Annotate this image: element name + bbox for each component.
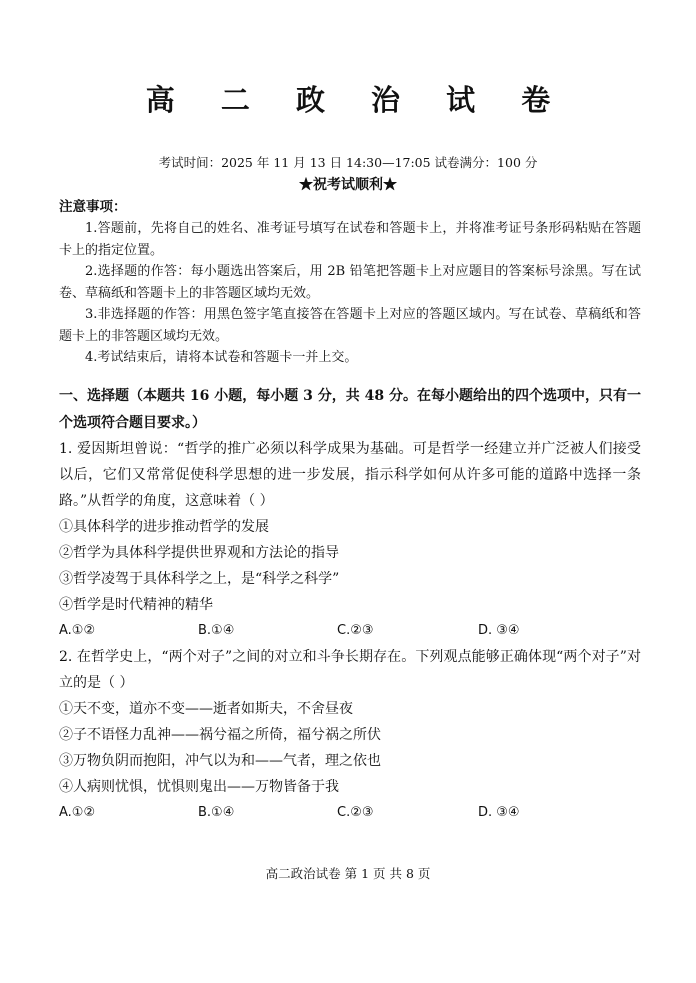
note-item: 3.非选择题的作答：用黑色签字笔直接答在答题卡上对应的答题区域内。写在试卷、草稿纸和答题卡上的非答题区域均无效。 xyxy=(59,307,641,344)
statement: ①具体科学的进步推动哲学的发展 xyxy=(59,519,269,535)
note-item: 1.答题前，先将自己的姓名、准考证号填写在试卷和答题卡上，并将准考证号条形码粘贴在答题卡上的指定位置。 xyxy=(59,221,641,258)
choice-b: B.①④ xyxy=(198,805,235,820)
choice-c: C.②③ xyxy=(337,805,374,820)
statement: ②哲学为具体科学提供世界观和方法论的指导 xyxy=(59,545,339,561)
choice-c: C.②③ xyxy=(337,623,374,638)
choice-b: B.①④ xyxy=(198,623,235,638)
exam-meta: 考试时间：2025 年 11 月 13 日 14:30—17:05 试卷满分：100 分 xyxy=(158,155,538,170)
note-item: 2.选择题的作答：每小题选出答案后，用 2B 铅笔把答题卡上对应题目的答案标号涂黑。写在试卷、草稿纸和答题卡上的非答题区域均无效。 xyxy=(59,264,641,301)
answer-choices xyxy=(59,618,641,644)
note-item: 4.考试结束后，请将本试卷和答题卡一并上交。 xyxy=(85,350,358,365)
question-2 xyxy=(59,644,641,826)
exam-title: 高 二 政 治 试 卷 xyxy=(145,83,569,117)
choice-d: D. ③④ xyxy=(478,805,520,820)
statement: ①天不变，道亦不变——逝者如斯夫，不舍昼夜 xyxy=(59,701,353,717)
statement: ③哲学凌驾于具体科学之上，是“科学之科学” xyxy=(59,571,340,587)
question-1 xyxy=(59,436,641,644)
question-stem: 2. 在哲学史上，“两个对子”之间的对立和斗争长期存在。下列观点能够正确体现“两个对子”对立的是（ ） xyxy=(59,649,641,691)
statement: ④人病则忧惧，忧惧则鬼出——万物皆备于我 xyxy=(59,779,339,795)
page-footer: 高二政治试卷 第 1 页 共 8 页 xyxy=(265,866,431,881)
good-luck-line: ★祝考试顺利★ xyxy=(299,177,397,193)
choice-a: A.①② xyxy=(59,805,96,820)
choice-d: D. ③④ xyxy=(478,623,520,638)
question-stem: 1. 爱因斯坦曾说：“哲学的推广必须以科学成果为基础。可是哲学一经建立并广泛被人们接受以后，它们又常常促使科学思想的进一步发展，指示科学如何从许多可能的道路中选择一条路。”从哲学的角度，这意味着（ ） xyxy=(59,441,641,509)
statement: ③万物负阴而抱阳，冲气以为和——气者，理之依也 xyxy=(59,753,381,769)
choice-a: A.①② xyxy=(59,623,96,638)
notes-heading: 注意事项： xyxy=(59,199,127,215)
section-heading: 一、选择题（本题共 16 小题，每小题 3 分，共 48 分。在每小题给出的四个选项中，只有一个选项符合题目要求。） xyxy=(59,388,641,431)
answer-choices xyxy=(59,800,641,826)
notes-list xyxy=(59,218,641,369)
statement: ④哲学是时代精神的精华 xyxy=(59,597,213,613)
statement: ②子不语怪力乱神——祸兮福之所倚，福兮祸之所伏 xyxy=(59,727,381,743)
